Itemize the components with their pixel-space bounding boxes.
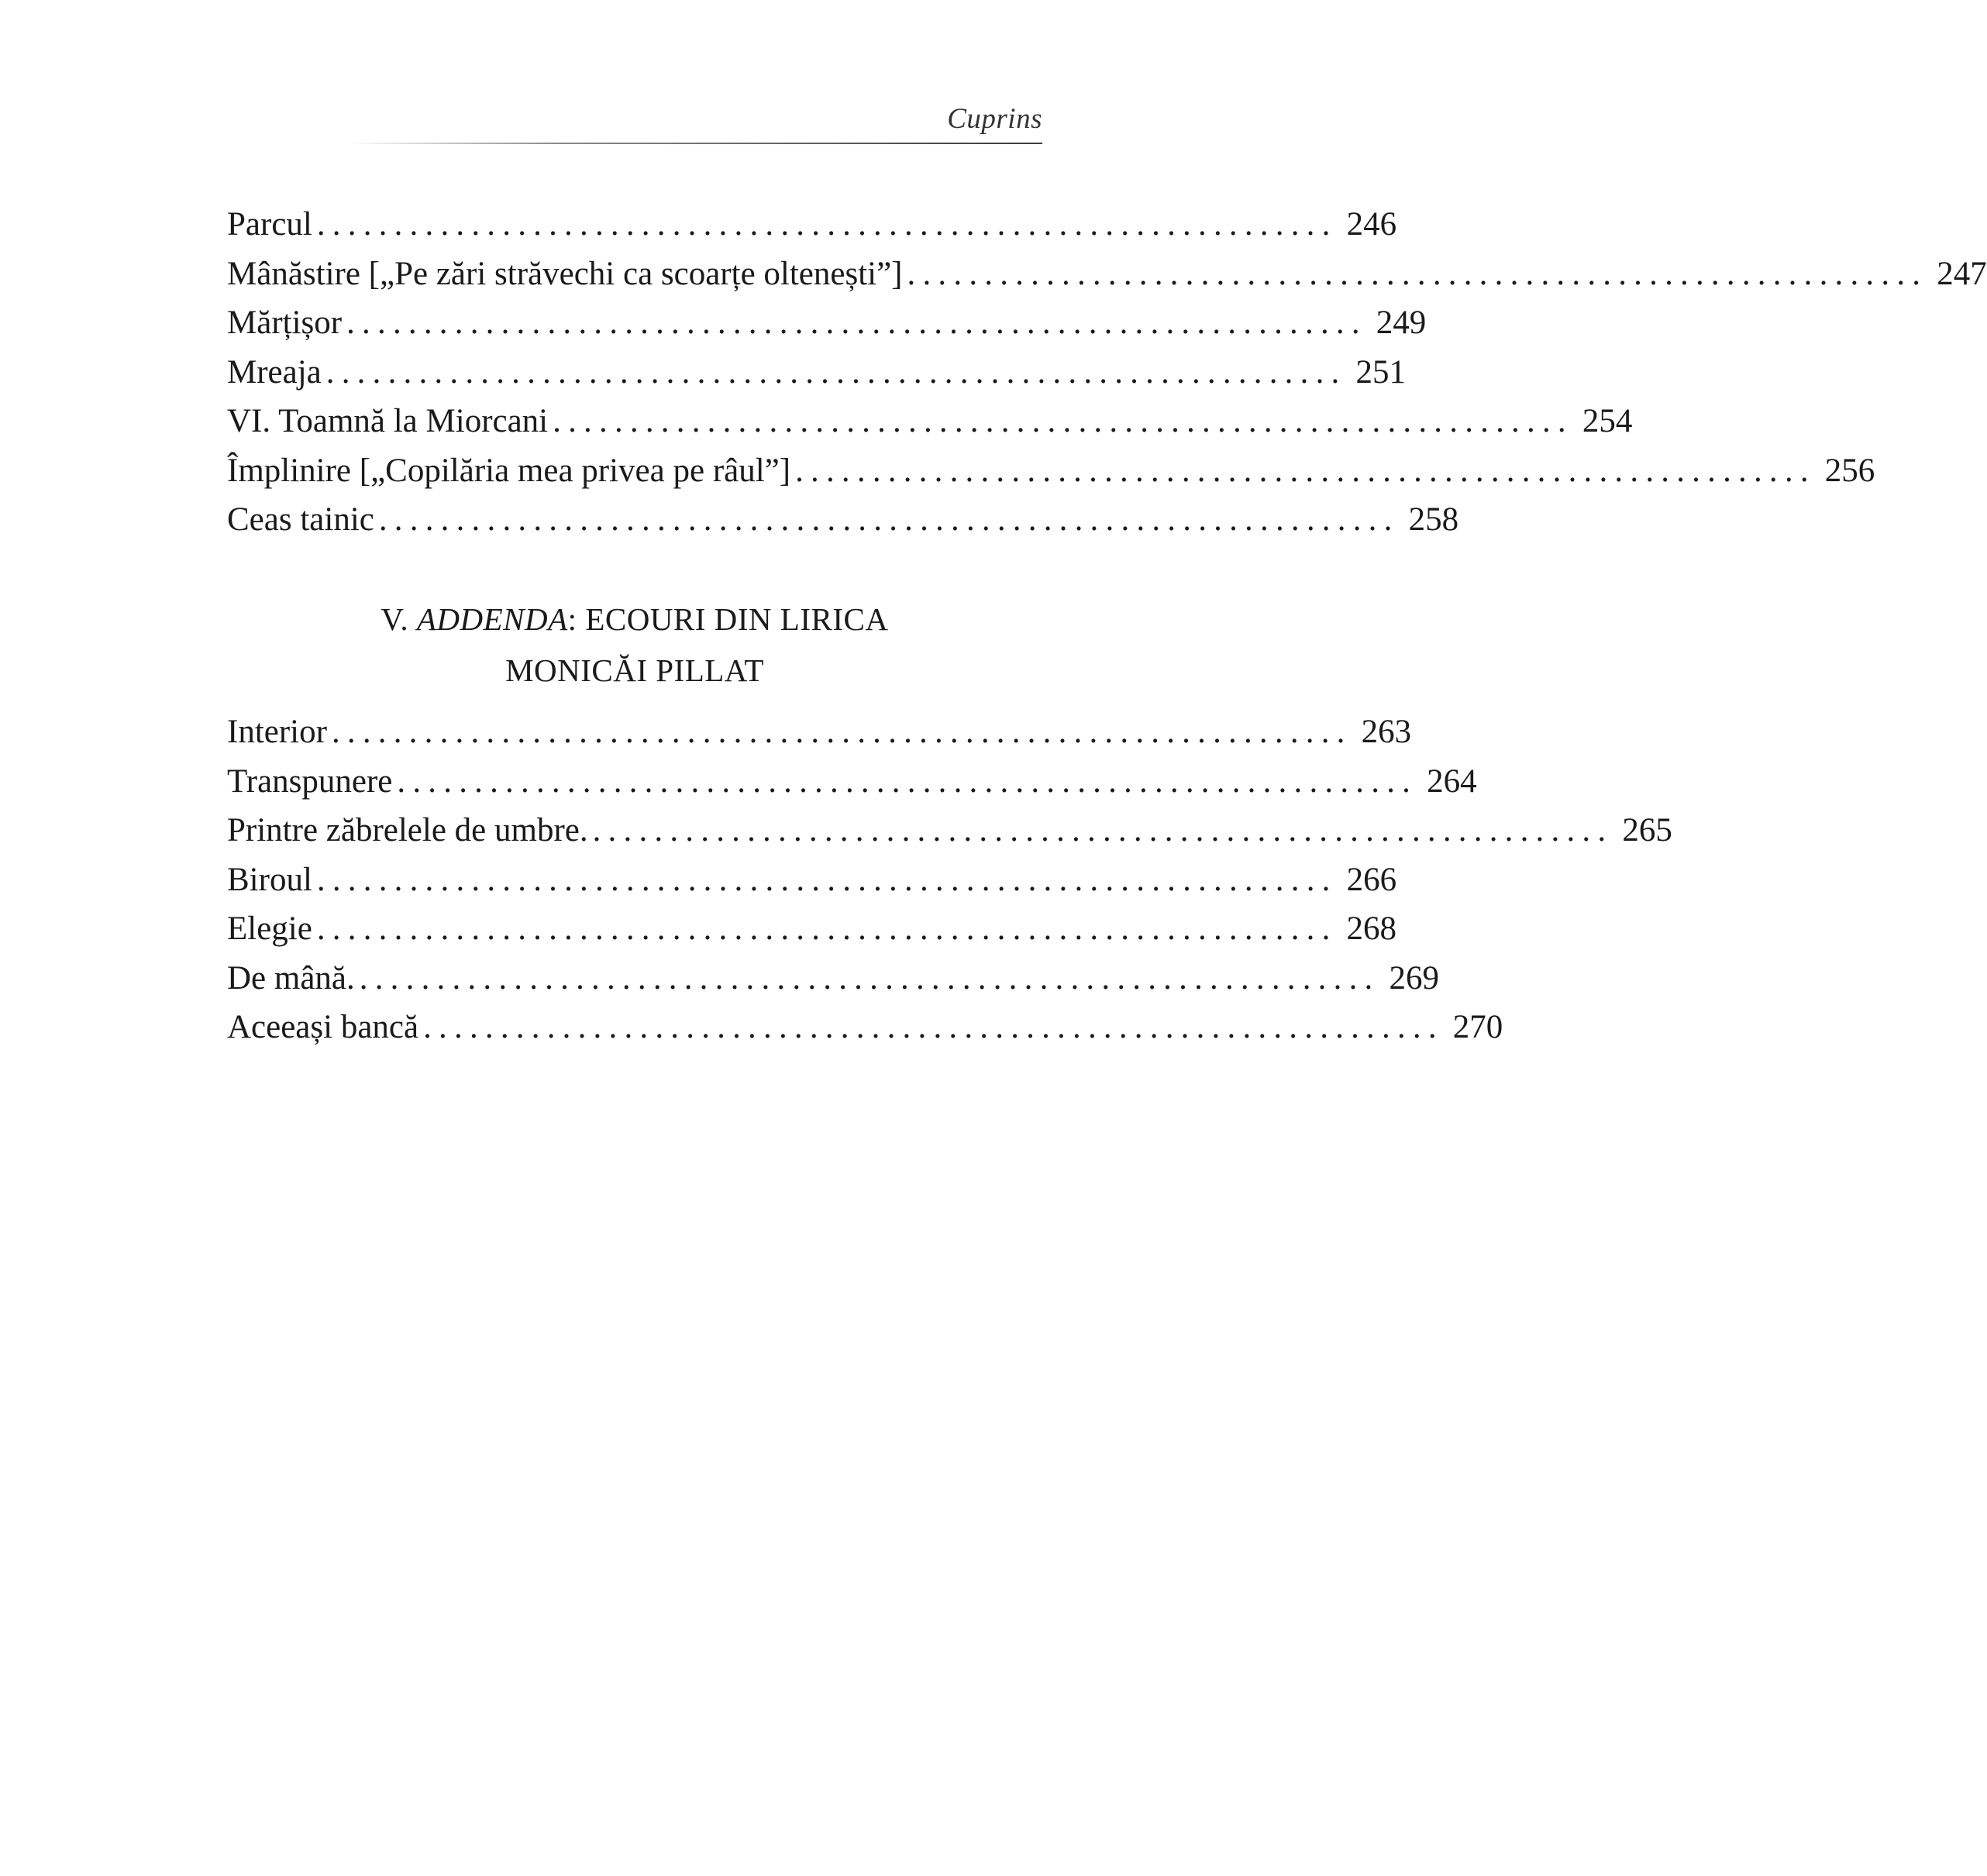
- toc-entry-title: Mreaja: [227, 353, 322, 391]
- toc-entry[interactable]: [227, 298, 1427, 348]
- toc-entry-title: Mânăstire [„Pe zări străvechi ca scoarțe oltenești”]: [227, 255, 903, 292]
- section-heading-rest: : ECOURI DIN LIRICA: [567, 601, 889, 637]
- toc-entry-page: 264: [1427, 762, 1477, 800]
- toc-entry-title: Parcul: [227, 206, 312, 243]
- section-heading: [227, 594, 1042, 696]
- toc-entry-page: 270: [1452, 1009, 1503, 1045]
- toc-entry-title: Transpunere: [227, 762, 393, 800]
- section-heading-line-1: [227, 594, 1042, 645]
- toc-entry[interactable]: [227, 250, 1987, 299]
- toc-entry-title: Elegie: [227, 910, 312, 947]
- toc-entry[interactable]: [227, 1003, 1503, 1052]
- dot-leader: ..................................................................: [316, 206, 1338, 243]
- toc-entry[interactable]: [227, 446, 1875, 496]
- dot-leader: ..................................................................: [359, 959, 1380, 997]
- dot-leader: ..................................................................: [423, 1009, 1444, 1045]
- toc-entry[interactable]: [227, 806, 1672, 855]
- toc-entry-title: Ceas tainic: [227, 501, 374, 538]
- toc-entry[interactable]: [227, 954, 1439, 1003]
- dot-leader: ..................................................................: [592, 812, 1613, 849]
- toc-list-first: [227, 200, 1987, 545]
- toc-entry[interactable]: [227, 904, 1397, 954]
- toc-entry-page: 268: [1346, 910, 1397, 947]
- toc-entry[interactable]: [227, 707, 1412, 757]
- running-head-title: Cuprins: [947, 103, 1042, 135]
- toc-entry-page: 251: [1355, 353, 1406, 391]
- toc-entry-title: Mărțișor: [227, 305, 343, 341]
- dot-leader: ..................................................................: [325, 353, 1347, 391]
- toc-entry-page: 258: [1408, 501, 1459, 538]
- toc-entry-title: De mână.: [227, 959, 355, 997]
- section-heading-prefix: V.: [381, 601, 417, 637]
- header-rule: [349, 143, 1042, 144]
- toc-entry-page: 247: [1937, 255, 1987, 292]
- toc-entry-page: 246: [1346, 206, 1397, 243]
- dot-leader: ..................................................................: [316, 861, 1338, 898]
- toc-entry[interactable]: [227, 855, 1397, 905]
- toc-entry-page: 254: [1582, 403, 1633, 439]
- dot-leader: ..................................................................: [316, 910, 1338, 947]
- toc-entry[interactable]: [227, 495, 1459, 545]
- toc-entry-title: Împlinire [„Copilăria mea privea pe râul”]: [227, 452, 791, 489]
- section-heading-line-2: MONICĂI PILLAT: [505, 652, 764, 688]
- toc-entry-page: 263: [1361, 714, 1412, 750]
- toc-entry-page: 265: [1622, 812, 1672, 849]
- toc-entry-page: 266: [1346, 861, 1397, 898]
- toc-entry-title: Printre zăbrelele de umbre.: [227, 812, 588, 849]
- toc-entry[interactable]: [227, 397, 1633, 446]
- toc-entry-title: Aceeași bancă: [227, 1009, 419, 1045]
- dot-leader: ..................................................................: [553, 403, 1573, 439]
- toc-list-second: [227, 707, 1672, 1052]
- dot-leader: ..................................................................: [795, 452, 1816, 489]
- toc-entry-page: 269: [1389, 959, 1439, 997]
- dot-leader: ..................................................................: [397, 762, 1418, 800]
- toc-entry-page: 256: [1824, 452, 1875, 489]
- toc-entry[interactable]: [227, 757, 1477, 807]
- toc-entry-title: VI. Toamnă la Miorcani: [227, 403, 549, 439]
- dot-leader: ..................................................................: [907, 255, 1928, 292]
- dot-leader: ..................................................................: [346, 305, 1367, 341]
- dot-leader: ..................................................................: [378, 501, 1400, 538]
- dot-leader: ..................................................................: [331, 714, 1352, 750]
- toc-entry-title: Interior: [227, 714, 327, 750]
- section-heading-italic-word: ADDENDA: [416, 601, 568, 637]
- toc-entry-page: 249: [1376, 305, 1427, 341]
- toc-entry[interactable]: [227, 200, 1397, 250]
- toc-entry-title: Biroul: [227, 861, 312, 898]
- toc-entry[interactable]: [227, 348, 1406, 398]
